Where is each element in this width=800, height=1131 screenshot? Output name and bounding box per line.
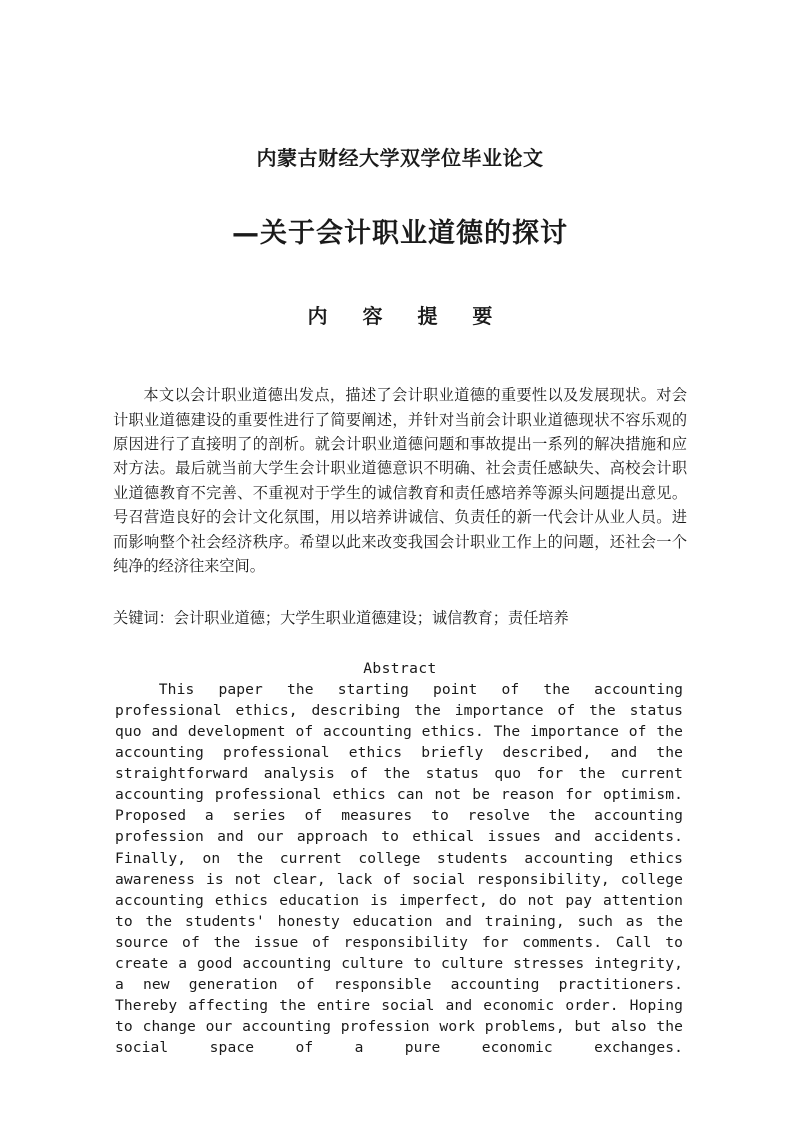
abstract-chinese-paragraph: 本文以会计职业道德出发点，描述了会计职业道德的重要性以及发展现状。对会计职业道德建设的重要性进行了简要阐述，并针对当前会计职业道德现状不容乐观的原因进行了直接明了的剖析。就会计职业道德问题和事故提出一系列的解决措施和应对方法。最后就当前大学生会计职业道德意识不明确、社会责任感缺失、高校会计职业道德教育不完善、不重视对于学生的诚信教育和责任感培养等源头问题提出意见。号召营造良好的会计文化氛围，用以培养讲诚信、负责任的新一代会计从业人员。进而影响整个社会经济秩序。希望以此来改变我国会计职业工作上的问题，还社会一个纯净的经济往来空间。 [113,386,687,575]
institution-header: 内蒙古财经大学双学位毕业论文 [256,146,544,170]
section-heading-abstract-cn: 内 容 提 要 [307,304,507,329]
keywords-line: 关键词：会计职业道德；大学生职业道德建设；诚信教育；责任培养 [113,609,569,628]
page-title: —关于会计职业道德的探讨 [232,218,568,249]
abstract-english-paragraph: This paper the starting point of the accounting professional ethics, describing the importance of the status quo and development of accounting ethics. The importance of the accounting professional ethics briefly described, and the straightforward analysis of the status quo for the current accounting professional ethics can not be reason for optimism. Proposed a series of measures to resolve the accounting profession and our approach to ethical issues and accidents. Finally, on the current college students accounting ethics awareness is not clear, lack of social responsibility, college accounting ethics education is imperfect, do not pay attention to the students' honesty education and training, such as the source of the issue of responsibility for comments. Call to create a good accounting culture to culture stresses integrity, a new generation of responsible accounting practitioners. Thereby affecting the entire social and economic order. Hoping to change our accounting profession work problems, but also the social space of a pure economic exchanges. [115,680,683,1057]
section-heading-abstract-en: Abstract [363,659,437,677]
